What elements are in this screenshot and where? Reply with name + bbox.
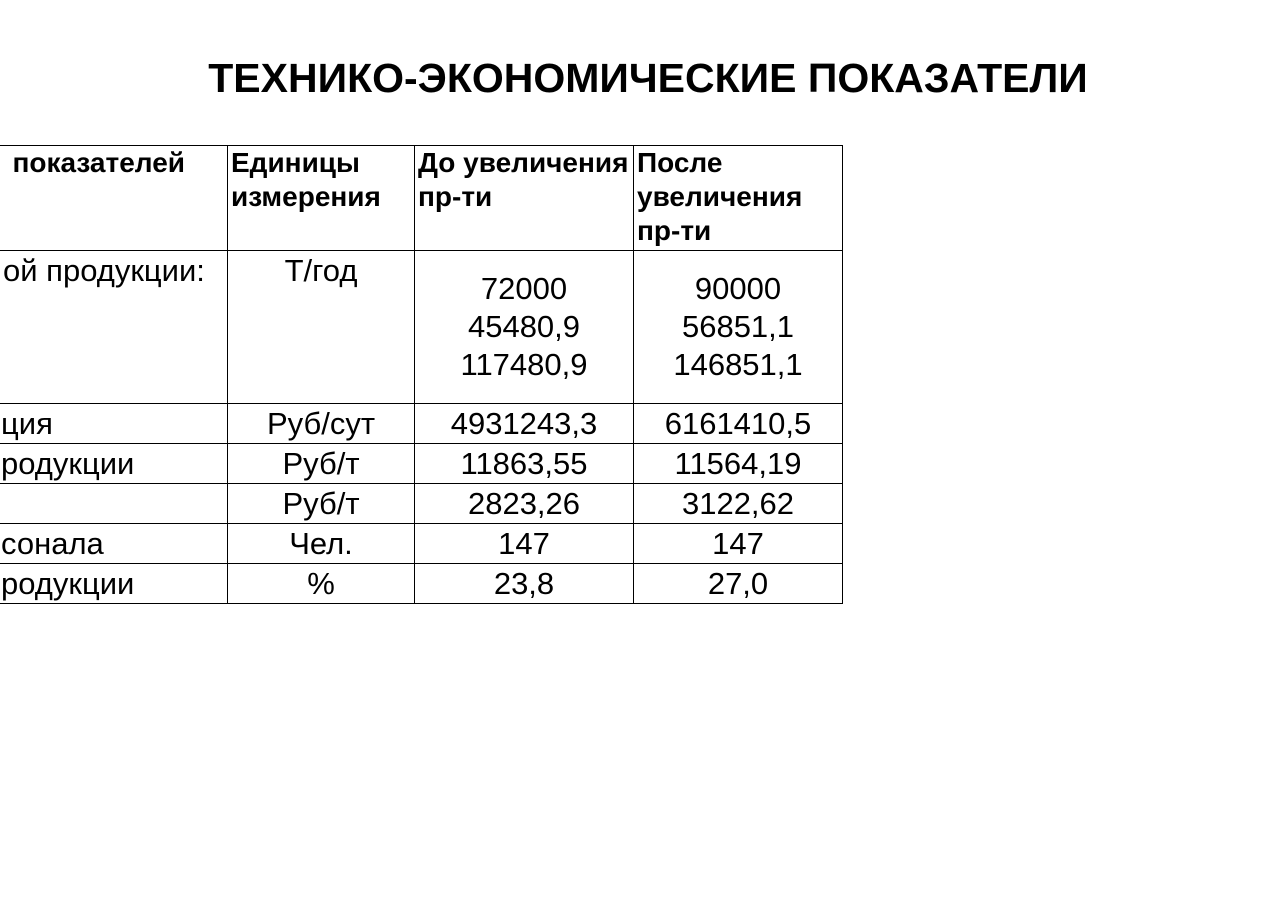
row-indicator-name [0, 251, 228, 404]
row-indicator-name-text: ой продукции: [3, 253, 205, 288]
row-before-value: 2823,26 [415, 484, 634, 524]
table-row [0, 404, 843, 444]
indicators-table-wrapper [0, 145, 843, 604]
header-indicator-name: показателей [0, 146, 228, 251]
header-after: После увеличения пр-ти [634, 146, 843, 251]
row-unit: Чел. [228, 524, 415, 564]
value-line: 45480,9 [467, 309, 581, 344]
row-unit: Руб/т [228, 484, 415, 524]
table-row [0, 444, 843, 484]
row-after-value: 27,0 [634, 564, 843, 604]
value-line: 56851,1 [681, 309, 795, 344]
row-after-value: 6161410,5 [634, 404, 843, 444]
row-indicator-name [0, 524, 228, 564]
table-row [0, 564, 843, 604]
row-unit: % [228, 564, 415, 604]
row-indicator-name [0, 404, 228, 444]
row-before-value: 23,8 [415, 564, 634, 604]
value-line: 90000 [694, 271, 782, 306]
value-line: 146851,1 [673, 347, 803, 382]
table-row [0, 251, 843, 404]
row-indicator-name-text: ция [1, 405, 53, 441]
row-unit: Руб/сут [228, 404, 415, 444]
table-row [0, 484, 843, 524]
row-indicator-name [0, 564, 228, 604]
table-header-row [0, 146, 843, 251]
row-indicator-name [0, 484, 228, 524]
row-before-values [415, 251, 634, 404]
row-after-value: 147 [634, 524, 843, 564]
value-line: 117480,9 [460, 347, 588, 382]
row-unit: Руб/т [228, 444, 415, 484]
row-after-values [634, 251, 843, 404]
row-indicator-name [0, 444, 228, 484]
row-indicator-name-text: родукции [1, 565, 135, 601]
row-after-value: 11564,19 [634, 444, 843, 484]
indicators-table [0, 145, 843, 604]
header-before: До увеличения пр-ти [415, 146, 634, 251]
value-line: 72000 [480, 271, 568, 306]
page-title: ТЕХНИКО-ЭКОНОМИЧЕСКИЕ ПОКАЗАТЕЛИ [208, 55, 1088, 101]
table-row [0, 524, 843, 564]
row-before-value: 4931243,3 [415, 404, 634, 444]
row-unit: Т/год [228, 251, 415, 404]
row-before-value: 147 [415, 524, 634, 564]
row-before-value: 11863,55 [415, 444, 634, 484]
row-indicator-name-text: родукции [1, 445, 135, 481]
header-unit: Единицы измерения [228, 146, 415, 251]
row-after-value: 3122,62 [634, 484, 843, 524]
row-indicator-name-text: сонала [1, 525, 104, 561]
